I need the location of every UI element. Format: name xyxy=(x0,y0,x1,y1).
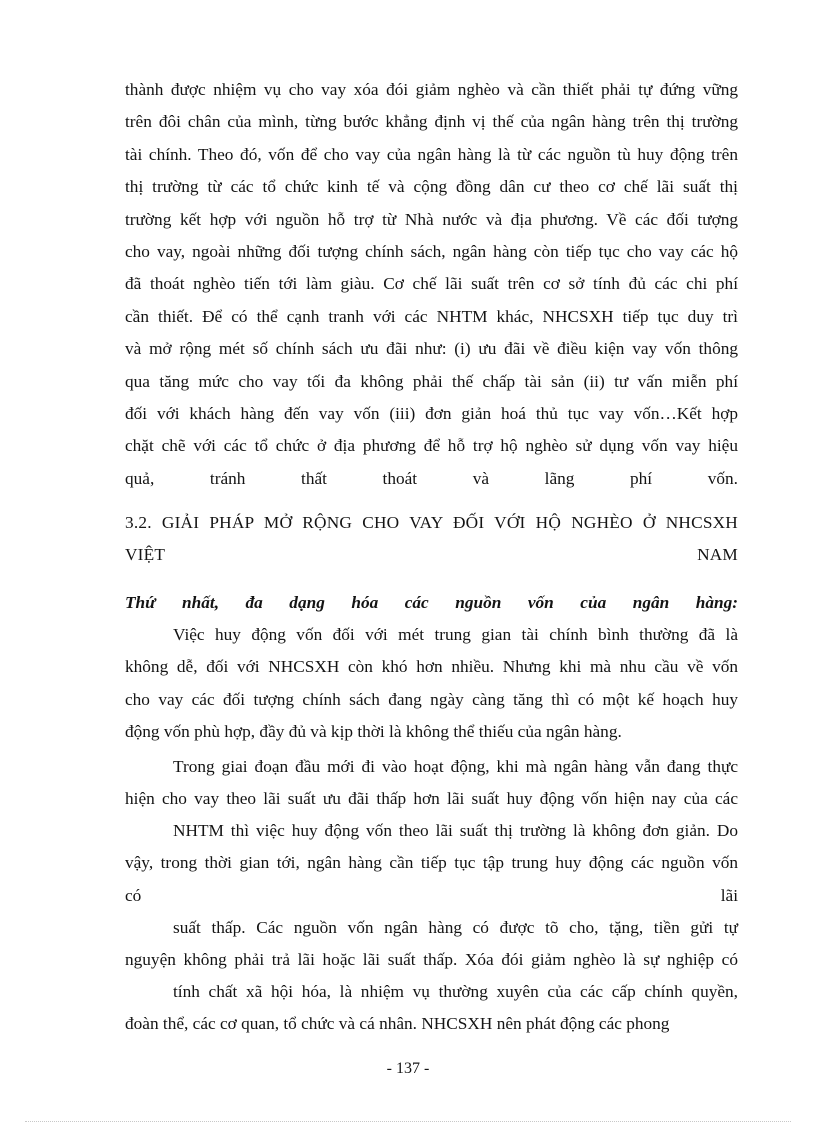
text-line: động vốn phù hợp, đầy đủ và kịp thời là không thể thiếu của ngân hàng. xyxy=(125,722,622,742)
text-line: trường kết hợp với nguồn hỗ trợ từ Nhà nước và địa phương. Về các đối tượng xyxy=(125,209,738,229)
word: thất xyxy=(301,468,327,488)
paragraph-3 xyxy=(125,751,738,816)
text-line: cho vay, ngoài những đối tượng chính sách, ngân hàng còn tiếp tục cho vay các hộ xyxy=(125,241,738,261)
text-line: cần thiết. Để có thể cạnh tranh với các NHTM khác, NHCSXH tiếp tục duy trì xyxy=(125,306,738,326)
section-heading xyxy=(125,507,738,572)
heading-word: VIỆT xyxy=(125,545,166,565)
subheading-word: đa xyxy=(245,593,263,612)
text-line: đã thoát nghèo tiến tới làm giàu. Cơ chế lãi suất trên cơ sở tính đủ các chi phí xyxy=(125,274,738,294)
text-line: qua tăng mức cho vay tối đa không phải thế chấp tài sản (ii) tư vấn miễn phí xyxy=(125,371,738,391)
word: lãi xyxy=(720,885,738,905)
text-line: trên đôi chân của mình, từng bước khẳng định vị thế của ngân hàng trên thị trường xyxy=(125,112,738,132)
subheading-word: các xyxy=(404,593,429,612)
paragraph-2 xyxy=(125,619,738,749)
text-line: NHTM thì việc huy động vốn theo lãi suất thị trường là không đơn giản. Do xyxy=(173,821,738,840)
text-line: đoàn thể, các cơ quan, tổ chức và cá nhân. NHCSXH nên phát động các phong xyxy=(125,1014,670,1034)
text-line: không dễ, đối với NHCSXH còn khó hơn nhiều. Nhưng khi mà nhu cầu về vốn xyxy=(125,657,738,677)
word: quả, xyxy=(125,468,155,488)
text-line: đối với khách hàng đến vay vốn (iii) đơn giản hoá thủ tục vay vốn…Kết hợp xyxy=(125,403,738,423)
text-line: cho vay các đối tượng chính sách đang ngày càng tăng thì có một kế hoạch huy xyxy=(125,689,738,709)
text-line: hiện cho vay theo lãi suất ưu đãi thấp hơn lãi suất huy động vốn hiện nay của các xyxy=(125,789,738,809)
text-line: tính chất xã hội hóa, là nhiệm vụ thường xuyên của các cấp chính quyền, xyxy=(173,982,738,1001)
subheading-word: nhất, xyxy=(182,593,220,612)
subheading-word: dạng xyxy=(289,593,325,612)
text-line-spread xyxy=(125,880,738,912)
paragraph-6 xyxy=(125,976,738,1041)
subheading-word: hóa xyxy=(351,593,379,612)
subheading-word: Thứ xyxy=(125,593,156,612)
heading-word: NAM xyxy=(697,545,738,565)
paragraph-4 xyxy=(125,815,738,912)
text-line: nguyện không phải trả lãi hoặc lãi suất thấp. Xóa đói giảm nghèo là sự nghiệp có xyxy=(125,950,738,970)
text-line: thành được nhiệm vụ cho vay xóa đói giảm nghèo và cần thiết phải tự đứng vững xyxy=(125,80,738,99)
paragraph-5 xyxy=(125,912,738,977)
section-heading-line-1: 3.2. GIẢI PHÁP MỞ RỘNG CHO VAY ĐỐI VỚI HỘ NGHÈO Ở NHCSXH xyxy=(125,513,738,532)
text-line: và mở rộng mét số chính sách ưu đãi như: (i) ưu đãi về điều kiện vay vốn thông xyxy=(125,339,738,359)
subheading-line xyxy=(125,587,738,619)
word: phí xyxy=(630,468,653,488)
word: có xyxy=(125,885,142,905)
word: lãng xyxy=(544,468,575,488)
word: thoát xyxy=(382,468,418,488)
word: tránh xyxy=(209,468,246,488)
subheading-word: nguồn xyxy=(455,593,502,612)
word: vốn. xyxy=(707,468,738,488)
text-line-spread xyxy=(125,463,738,495)
text-line: tài chính. Theo đó, vốn để cho vay của ngân hàng là từ các nguồn tù huy động trên xyxy=(125,144,738,164)
page-bottom-divider xyxy=(25,1121,791,1122)
text-line: Trong giai đoạn đầu mới đi vào hoạt động, khi mà ngân hàng vẫn đang thực xyxy=(173,757,738,776)
text-line: Việc huy động vốn đối với mét trung gian tài chính bình thường đã là xyxy=(173,625,738,644)
text-line: thị trường từ các tổ chức kinh tế và cộng đồng dân cư theo cơ chế lãi suất thị xyxy=(125,177,738,197)
subheading-word: vốn xyxy=(527,593,554,612)
text-line: chặt chẽ với các tổ chức ở địa phương để hỗ trợ hộ nghèo sử dụng vốn vay hiệu xyxy=(125,436,738,456)
text-line: vậy, trong thời gian tới, ngân hàng cần tiếp tục tập trung huy động các nguồn vốn xyxy=(125,853,738,873)
subheading xyxy=(125,587,738,619)
page-number: - 137 - xyxy=(386,1060,430,1077)
text-line: suất thấp. Các nguồn vốn ngân hàng có được tõ cho, tặng, tiền gửi tự xyxy=(173,918,738,937)
section-heading-line-2 xyxy=(125,539,738,571)
subheading-word: ngân xyxy=(632,593,670,612)
subheading-word: của xyxy=(580,593,607,612)
subheading-word: hàng: xyxy=(695,593,738,612)
paragraph-1 xyxy=(125,74,738,495)
word: và xyxy=(472,468,490,488)
